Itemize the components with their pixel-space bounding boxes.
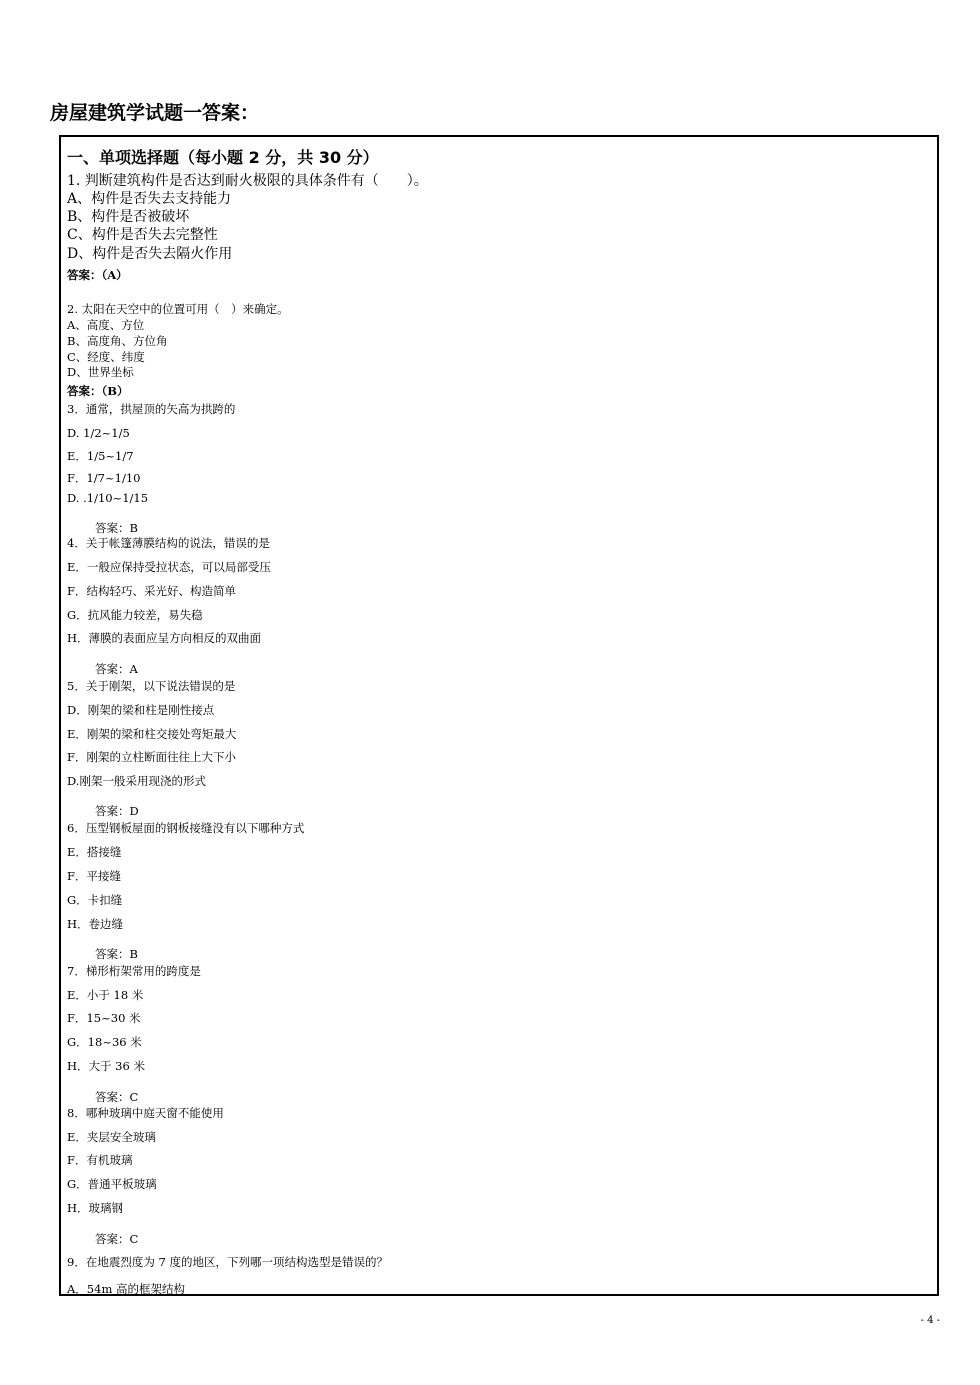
q9-option-1: A．54m 高的框架结构 xyxy=(67,1282,185,1296)
q3-option-3: F．1/7~1/10 xyxy=(67,471,141,485)
q6-option-1: E．搭接缝 xyxy=(67,845,122,859)
section-heading: 一、单项选择题（每小题 2 分，共 30 分） xyxy=(67,148,379,167)
q2-stem: 2. 太阳在天空中的位置可用（ ）来确定。 xyxy=(67,302,289,316)
q2-option-b: B、高度角、方位角 xyxy=(67,334,168,348)
q8-option-2: F．有机玻璃 xyxy=(67,1153,133,1167)
q2-answer: 答案：（B） xyxy=(67,384,129,398)
q6-answer: 答案：B xyxy=(95,947,138,961)
q9-stem: 9．在地震烈度为 7 度的地区，下列哪一项结构选型是错误的？ xyxy=(67,1255,388,1269)
q2-option-c: C、经度、纬度 xyxy=(67,350,145,364)
q5-stem: 5．关于刚架，以下说法错误的是 xyxy=(67,679,236,693)
q3-stem: 3．通常，拱屋顶的矢高为拱跨的 xyxy=(67,402,236,416)
q8-answer: 答案：C xyxy=(95,1232,139,1246)
q1-option-c: C、构件是否失去完整性 xyxy=(67,227,218,243)
q4-option-1: E．一般应保持受拉状态，可以局部受压 xyxy=(67,560,271,574)
q7-option-2: F．15~30 米 xyxy=(67,1011,141,1025)
question-box xyxy=(59,135,939,1296)
q3-option-1: D. 1/2~1/5 xyxy=(67,426,130,440)
q4-answer: 答案：A xyxy=(95,662,138,676)
q6-stem: 6．压型钢板屋面的钢板接缝没有以下哪种方式 xyxy=(67,821,305,835)
page-title: 房屋建筑学试题一答案： xyxy=(50,102,260,124)
q8-option-1: E．夹层安全玻璃 xyxy=(67,1130,156,1144)
q7-stem: 7．梯形桁架常用的跨度是 xyxy=(67,964,201,978)
q6-option-3: G．卡扣缝 xyxy=(67,893,123,907)
q4-stem: 4．关于帐篷薄膜结构的说法，错误的是 xyxy=(67,536,270,550)
q7-option-1: E．小于 18 米 xyxy=(67,988,144,1002)
q1-stem: 1. 判断建筑构件是否达到耐火极限的具体条件有（ ）。 xyxy=(67,173,428,189)
page-number: - 4 - xyxy=(920,1315,940,1326)
q8-stem: 8．哪种玻璃中庭天窗不能使用 xyxy=(67,1106,224,1120)
q4-option-4: H．薄膜的表面应呈方向相反的双曲面 xyxy=(67,631,262,645)
q6-option-4: H．卷边缝 xyxy=(67,917,124,931)
q1-option-a: A、构件是否失去支持能力 xyxy=(67,191,232,207)
q6-option-2: F．平接缝 xyxy=(67,869,121,883)
q5-answer: 答案：D xyxy=(95,804,139,818)
q5-option-4: D.刚架一般采用现浇的形式 xyxy=(67,774,206,788)
q3-option-4: D. .1/10~1/15 xyxy=(67,491,149,505)
q1-option-b: B、构件是否被破坏 xyxy=(67,209,190,225)
q1-answer: 答案：（A） xyxy=(67,268,128,282)
q3-option-2: E．1/5~1/7 xyxy=(67,449,134,463)
q5-option-3: F．刚架的立柱断面往往上大下小 xyxy=(67,750,236,764)
q4-option-2: F．结构轻巧、采光好、构造简单 xyxy=(67,584,236,598)
q7-option-3: G．18~36 米 xyxy=(67,1035,142,1049)
q1-option-d: D、构件是否失去隔火作用 xyxy=(67,246,233,262)
q5-option-1: D．刚架的梁和柱是刚性接点 xyxy=(67,703,215,717)
q5-option-2: E．刚架的梁和柱交接处弯矩最大 xyxy=(67,727,237,741)
q2-option-d: D、世界坐标 xyxy=(67,365,134,379)
q3-answer: 答案：B xyxy=(95,521,138,535)
q7-option-4: H．大于 36 米 xyxy=(67,1059,145,1073)
q8-option-3: G．普通平板玻璃 xyxy=(67,1177,157,1191)
q4-option-3: G．抗风能力较差，易失稳 xyxy=(67,608,203,622)
q2-option-a: A、高度、方位 xyxy=(67,318,145,332)
q7-answer: 答案：C xyxy=(95,1090,139,1104)
q8-option-4: H．玻璃钢 xyxy=(67,1201,124,1215)
